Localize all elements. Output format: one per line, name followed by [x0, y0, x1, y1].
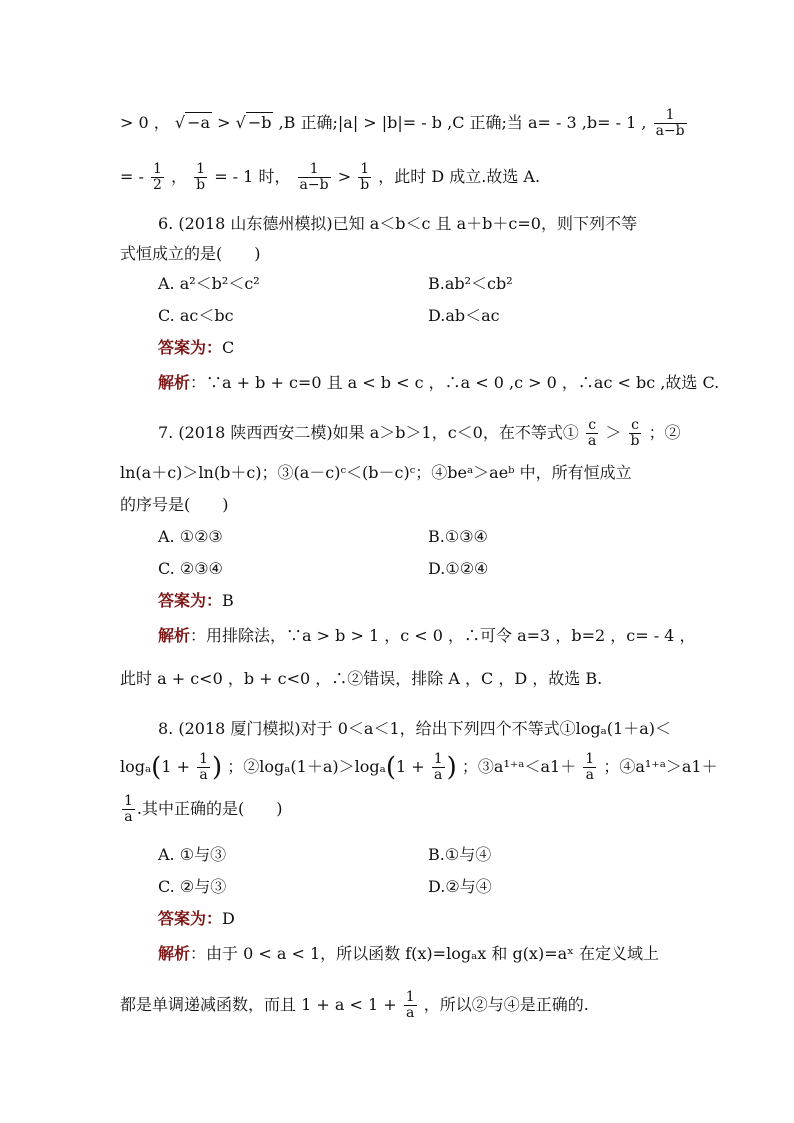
- q7-analysis-line-1: 解析：用排除法，∵a > b > 1 ，c < 0 ，∴可令 a=3 ，b=2 ，c= - 4 ，: [158, 626, 696, 645]
- fraction: $\frac{1}{a-b}$: [299, 161, 329, 193]
- q8-stem-line-3: $\frac{1}{a}$ .其中正确的是( ): [124, 793, 283, 825]
- fraction: $\frac{1}{a}$: [405, 989, 415, 1021]
- q8-option-b: B.①与④: [428, 845, 492, 864]
- q7-analysis-line-2: 此时 a + c<0 ，b + c<0 ，∴②错误，排除 A ，C ，D ，故选 B.: [120, 669, 603, 688]
- answer-value: C: [222, 338, 235, 357]
- q8-analysis-line-2: 都是单调递减函数，而且 1 + a < 1 + $\frac{1}{a}$ ，所以②与④是正确的.: [120, 989, 589, 1021]
- q6-stem-line-1: 6. (2018 山东德州模拟)已知 a＜b＜c 且 a＋b＋c=0，则下列不等: [158, 214, 637, 233]
- q6-answer: [158, 336, 718, 360]
- q7-option-b: B.①③④: [428, 527, 488, 546]
- fraction: $\frac{1}{a}$: [124, 793, 133, 825]
- fraction: $\frac{c}{b}$: [630, 417, 640, 449]
- q8-stem-line-2: logₐ(1 + $\frac{1}{a}$ ) ；②logₐ(1＋a)＞logₐ(1 + $\frac{1}{a}$ ) ；③a¹⁺ᵃ＜a1＋ $\frac{1}{a}$ ；④a¹⁺ᵃ＞a1＋: [120, 751, 718, 783]
- q8-option-d: D.②与④: [428, 877, 492, 896]
- q7-answer: [158, 589, 718, 613]
- q8-stem-line-1: 8. (2018 厦门模拟)对于 0＜a＜1，给出下列四个不等式①logₐ(1＋a)＜: [158, 719, 671, 738]
- analysis-label: 解析: [158, 944, 191, 963]
- q8-option-a: A. ①与③: [158, 845, 227, 864]
- answer-value: D: [222, 909, 235, 928]
- analysis-label: 解析: [158, 373, 191, 392]
- fraction: $\frac{1}{a-b}$: [655, 107, 685, 139]
- fraction: $\frac{1}{b}$: [196, 161, 206, 193]
- sqrt-neg-b: √ −b: [235, 113, 272, 132]
- q6-option-d: D.ab＜ac: [428, 306, 500, 325]
- solution-continuation-line-2: = - $\frac{1}{2}$ ， $\frac{1}{b}$ = - 1 时， $\frac{1}{a-b}$ > $\frac{1}{b}$ ，此时 D 成立.故选 A.: [120, 161, 541, 193]
- answer-label: 答案为：: [158, 338, 223, 357]
- q7-stem-line-1: 7. (2018 陕西西安二模)如果 a＞b＞1，c＜0，在不等式① $\frac{c}{a}$ ＞ $\frac{c}{b}$ ；②: [158, 417, 681, 449]
- q7-option-a: A. ①②③: [158, 527, 223, 546]
- fraction: $\frac{1}{a}$: [585, 751, 595, 783]
- answer-label: 答案为：: [158, 909, 223, 928]
- analysis-label: 解析: [158, 626, 191, 645]
- fraction: $\frac{c}{a}$: [587, 417, 597, 449]
- q7-stem-line-2: ln(a＋c)＞ln(b＋c)；③(a－c)ᶜ＜(b－c)ᶜ；④beᵃ＞aeᵇ 中，所有恒成立: [120, 463, 632, 482]
- fraction: $\frac{1}{a}$: [199, 751, 209, 783]
- fraction: $\frac{1}{b}$: [360, 161, 370, 193]
- answer-label: 答案为：: [158, 591, 223, 610]
- q8-option-c: C. ②与③: [158, 877, 227, 896]
- solution-continuation-line-1: > 0 ， √ −a > √ −b ,B 正确;|a| > |b|= - b ,C 正确;当 a= - 3 ,b= - 1 , $\frac{1}{a-b}$: [120, 107, 685, 139]
- fraction: $\frac{1}{a}$: [433, 751, 443, 783]
- answer-value: B: [222, 591, 234, 610]
- q6-option-a: A. a²＜b²＜c²: [158, 274, 260, 293]
- q6-analysis: 解析：∵a + b + c=0 且 a < b < c ，∴a < 0 ,c > 0 ，∴ac < bc ,故选 C.: [158, 373, 720, 392]
- q7-option-d: D.①②④: [428, 559, 489, 578]
- q7-option-c: C. ②③④: [158, 559, 223, 578]
- q8-answer: [158, 907, 718, 931]
- q8-analysis-line-1: 解析：由于 0 < a < 1，所以函数 f(x)=logₐx 和 g(x)=aˣ 在定义域上: [158, 944, 660, 963]
- sqrt-neg-a: √ −a: [174, 113, 211, 132]
- q6-option-b: B.ab²＜cb²: [428, 274, 513, 293]
- q7-stem-line-3: 的序号是( ): [120, 495, 229, 514]
- fraction: $\frac{1}{2}$: [153, 161, 162, 193]
- q6-stem-line-2: 式恒成立的是( ): [120, 244, 261, 263]
- q6-option-c: C. ac＜bc: [158, 306, 234, 325]
